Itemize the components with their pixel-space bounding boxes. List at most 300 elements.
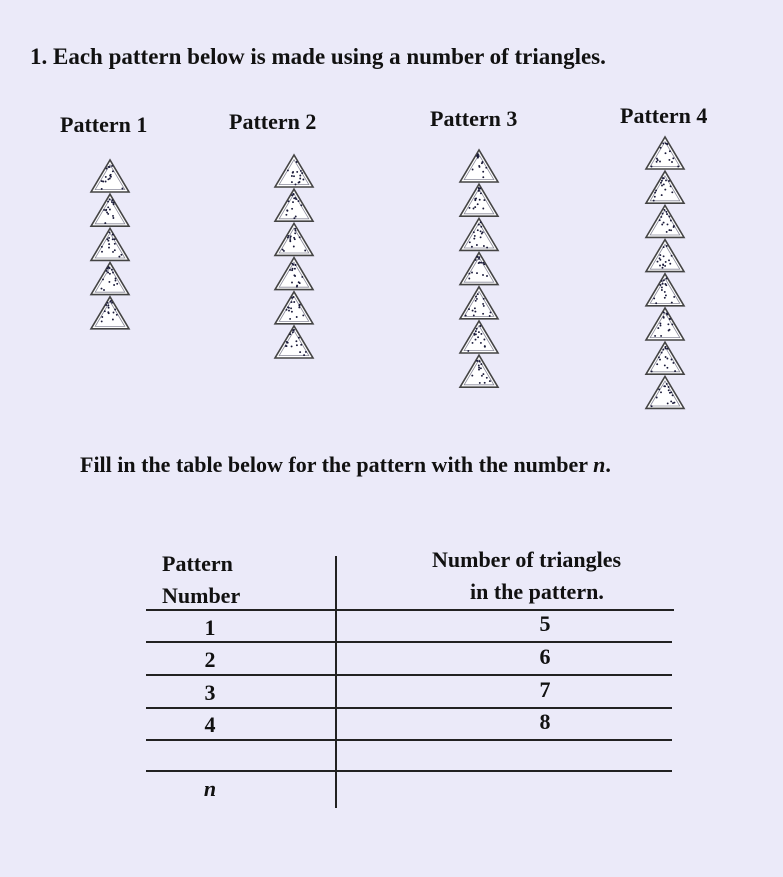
stipple-dot xyxy=(113,312,115,314)
stipple-dot xyxy=(291,208,293,210)
stipple-dot xyxy=(291,311,293,313)
stipple-dot xyxy=(482,171,484,173)
stipple-dot xyxy=(292,329,294,331)
stipple-dot xyxy=(296,286,298,288)
stipple-dot xyxy=(107,311,109,313)
stipple-dot xyxy=(469,241,471,243)
stipple-dot xyxy=(480,367,482,369)
stipple-dot xyxy=(473,208,475,210)
instruction-variable: n xyxy=(593,452,606,477)
stipple-dot xyxy=(476,298,478,300)
stipple-dot xyxy=(109,166,111,168)
stipple-dot xyxy=(108,237,110,239)
stipple-dot xyxy=(673,226,675,228)
pattern-2-label: Pattern 2 xyxy=(229,109,317,134)
stipple-dot xyxy=(299,304,301,306)
stipple-dot xyxy=(669,263,671,265)
stipple-dot xyxy=(302,179,304,181)
stipple-dot xyxy=(467,350,469,352)
stipple-dot xyxy=(664,297,666,299)
stipple-dot xyxy=(472,342,474,344)
stipple-dot xyxy=(103,289,105,291)
stipple-dot xyxy=(479,199,481,201)
stipple-dot xyxy=(670,400,672,402)
stipple-dot xyxy=(104,310,106,312)
stipple-dot xyxy=(302,314,304,316)
table-row-rule xyxy=(146,770,672,772)
stipple-dot xyxy=(292,201,294,203)
stipple-dot xyxy=(483,245,485,247)
stipple-dot xyxy=(655,302,657,304)
stipple-dot xyxy=(299,181,301,183)
stipple-dot xyxy=(482,274,484,276)
stipple-dot xyxy=(665,346,667,348)
stipple-dot xyxy=(301,172,303,174)
stipple-dot xyxy=(292,296,294,298)
stipple-dot xyxy=(661,224,663,226)
stipple-dot xyxy=(479,382,481,384)
stipple-dot xyxy=(480,192,482,194)
stipple-dot xyxy=(664,189,666,191)
stipple-dot xyxy=(115,277,117,279)
stipple-dot xyxy=(473,333,475,335)
stipple-dot xyxy=(665,356,667,358)
stipple-dot xyxy=(111,165,113,167)
pattern-3-label: Pattern 3 xyxy=(430,106,518,131)
stipple-dot xyxy=(477,203,479,205)
stipple-dot xyxy=(654,335,656,337)
stipple-dot xyxy=(300,170,302,172)
stipple-dot xyxy=(668,216,670,218)
stipple-dot xyxy=(671,323,673,325)
stipple-dot xyxy=(109,273,111,275)
pattern-4-stack xyxy=(646,137,684,408)
stipple-dot xyxy=(109,209,111,211)
stipple-dot xyxy=(668,389,670,391)
pattern-3-stack xyxy=(460,150,498,387)
stipple-dot xyxy=(475,259,477,261)
pattern-number-cell: 1 xyxy=(204,615,216,640)
stipple-dot xyxy=(285,214,287,216)
stipple-dot xyxy=(105,209,107,211)
stipple-dot xyxy=(303,354,305,356)
stipple-dot xyxy=(663,279,665,281)
stipple-dot xyxy=(479,188,481,190)
stipple-dot xyxy=(478,165,480,167)
stipple-dot xyxy=(666,314,668,316)
triangle-count-cell: 6 xyxy=(539,644,551,669)
stipple-dot xyxy=(292,331,294,333)
stipple-dot xyxy=(299,282,301,284)
stipple-dot xyxy=(293,217,295,219)
stipple-dot xyxy=(288,310,290,312)
stipple-dot xyxy=(102,278,104,280)
stipple-dot xyxy=(468,308,470,310)
stipple-dot xyxy=(474,307,476,309)
stipple-dot xyxy=(483,305,485,307)
stipple-dot xyxy=(112,251,114,253)
header-pattern-line1: Pattern xyxy=(162,551,233,576)
stipple-dot xyxy=(476,272,478,274)
stipple-dot xyxy=(480,230,482,232)
stipple-dot xyxy=(661,352,663,354)
stipple-dot xyxy=(479,325,481,327)
stipple-dot xyxy=(295,230,297,232)
table-row-rule xyxy=(146,739,672,741)
stipple-dot xyxy=(101,246,103,248)
stipple-dot xyxy=(474,206,476,208)
stipple-dot xyxy=(664,265,666,267)
stipple-dot xyxy=(482,208,484,210)
stipple-dot xyxy=(111,269,113,271)
stipple-dot xyxy=(296,171,298,173)
stipple-dot xyxy=(109,300,111,302)
stipple-dot xyxy=(669,318,671,320)
stipple-dot xyxy=(291,301,293,303)
stipple-dot xyxy=(660,216,662,218)
stipple-dot xyxy=(478,156,480,158)
table-row-rule xyxy=(146,674,672,676)
stipple-dot xyxy=(665,347,667,349)
stipple-dot xyxy=(654,192,656,194)
stipple-dot xyxy=(659,322,661,324)
pattern-variable-cell: n xyxy=(203,776,217,801)
stipple-dot xyxy=(293,274,295,276)
stipple-dot xyxy=(657,327,659,329)
stipple-dot xyxy=(481,375,483,377)
stipple-dot xyxy=(666,213,668,215)
stipple-dot xyxy=(480,333,482,335)
header-triangles-line2: in the pattern. xyxy=(470,579,604,604)
stipple-dot xyxy=(478,224,480,226)
triangle-count-cell: 7 xyxy=(539,677,551,702)
stipple-dot xyxy=(653,200,655,202)
stipple-dot xyxy=(671,255,673,257)
stipple-dot xyxy=(475,296,477,298)
stipple-dot xyxy=(472,169,474,171)
stipple-dot xyxy=(665,179,667,181)
stipple-dot xyxy=(112,272,114,274)
stipple-dot xyxy=(474,311,476,313)
stipple-dot xyxy=(670,229,672,231)
stipple-dot xyxy=(107,272,109,274)
stipple-dot xyxy=(469,207,471,209)
stipple-dot xyxy=(483,263,485,265)
stipple-dot xyxy=(660,325,662,327)
stipple-dot xyxy=(296,344,298,346)
stipple-dot xyxy=(663,316,665,318)
stipple-dot xyxy=(661,180,663,182)
stipple-dot xyxy=(113,203,115,205)
stipple-dot xyxy=(111,302,113,304)
stipple-dot xyxy=(107,305,109,307)
stipple-dot xyxy=(293,301,295,303)
stipple-dot xyxy=(674,370,676,372)
stipple-dot xyxy=(478,331,480,333)
question-body: Each pattern below is made using a number of triangles. xyxy=(53,44,606,69)
stipple-dot xyxy=(291,269,293,271)
stipple-dot xyxy=(294,264,296,266)
stipple-dot xyxy=(671,161,673,163)
stipple-dot xyxy=(105,181,107,183)
stipple-dot xyxy=(661,286,663,288)
stipple-dot xyxy=(301,276,303,278)
stipple-dot xyxy=(286,341,288,343)
stipple-dot xyxy=(296,161,298,163)
stipple-dot xyxy=(662,349,664,351)
stipple-dot xyxy=(670,185,672,187)
stipple-dot xyxy=(108,247,110,249)
stipple-dot xyxy=(660,335,662,337)
stipple-dot xyxy=(480,221,482,223)
stipple-dot xyxy=(472,310,474,312)
stipple-dot xyxy=(479,360,481,362)
stipple-dot xyxy=(669,329,671,331)
stipple-dot xyxy=(108,267,110,269)
stipple-dot xyxy=(113,284,115,286)
stipple-dot xyxy=(483,199,485,201)
stipple-dot xyxy=(673,296,675,298)
stipple-dot xyxy=(295,340,297,342)
stipple-dot xyxy=(107,240,109,242)
stipple-dot xyxy=(473,231,475,233)
stipple-dot xyxy=(110,174,112,176)
stipple-dot xyxy=(665,294,667,296)
stipple-dot xyxy=(105,304,107,306)
stipple-dot xyxy=(478,262,480,264)
stipple-dot xyxy=(668,259,670,261)
stipple-dot xyxy=(113,202,115,204)
stipple-dot xyxy=(651,166,653,168)
stipple-dot xyxy=(465,315,467,317)
stipple-dot xyxy=(658,356,660,358)
stipple-dot xyxy=(664,283,666,285)
stipple-dot xyxy=(666,245,668,247)
stipple-dot xyxy=(473,315,475,317)
stipple-dot xyxy=(287,237,289,239)
stipple-dot xyxy=(291,345,293,347)
table-row-rule xyxy=(146,707,672,709)
stipple-dot xyxy=(107,213,109,215)
stipple-dot xyxy=(292,171,294,173)
stipple-dot xyxy=(656,363,658,365)
stipple-dot xyxy=(298,200,300,202)
stipple-dot xyxy=(473,238,475,240)
stipple-dot xyxy=(295,183,297,185)
stipple-dot xyxy=(665,261,667,263)
stipple-dot xyxy=(489,380,491,382)
stipple-dot xyxy=(101,320,103,322)
stipple-dot xyxy=(654,196,656,198)
stipple-dot xyxy=(486,275,488,277)
stipple-dot xyxy=(662,213,664,215)
stipple-dot xyxy=(478,256,480,258)
stipple-dot xyxy=(101,251,103,253)
stipple-dot xyxy=(289,240,291,242)
stipple-dot xyxy=(662,283,664,285)
stipple-dot xyxy=(484,382,486,384)
pattern-1-label: Pattern 1 xyxy=(60,112,148,137)
stipple-dot xyxy=(285,345,287,347)
stipple-dot xyxy=(109,178,111,180)
stipple-dot xyxy=(294,238,296,240)
stipple-dot xyxy=(489,315,491,317)
stipple-dot xyxy=(656,161,658,163)
stipple-dot xyxy=(294,268,296,270)
stipple-dot xyxy=(476,328,478,330)
stipple-dot xyxy=(291,282,293,284)
stipple-dot xyxy=(475,198,477,200)
stipple-dot xyxy=(112,215,114,217)
stipple-dot xyxy=(474,235,476,237)
stipple-dot xyxy=(660,391,662,393)
stipple-dot xyxy=(677,166,679,168)
stipple-dot xyxy=(468,278,470,280)
table-instruction xyxy=(80,452,611,478)
stipple-dot xyxy=(662,264,664,266)
stipple-dot xyxy=(304,250,306,252)
stipple-dot xyxy=(669,150,671,152)
stipple-dot xyxy=(294,232,296,234)
stipple-dot xyxy=(672,394,674,396)
header-triangles-line1: Number of triangles xyxy=(432,547,622,572)
stipple-dot xyxy=(661,280,663,282)
stipple-dot xyxy=(665,211,667,213)
stipple-dot xyxy=(291,194,293,196)
stipple-dot xyxy=(107,302,109,304)
stipple-dot xyxy=(471,246,473,248)
stipple-dot xyxy=(295,198,297,200)
stipple-dot xyxy=(106,268,108,270)
stipple-dot xyxy=(292,264,294,266)
stipple-dot xyxy=(482,231,484,233)
stipple-dot xyxy=(293,246,295,248)
pattern-1-stack xyxy=(91,160,129,329)
stipple-dot xyxy=(668,386,670,388)
stipple-dot xyxy=(118,256,120,258)
stipple-dot xyxy=(305,351,307,353)
stipple-dot xyxy=(116,314,118,316)
stipple-dot xyxy=(112,238,114,240)
stipple-dot xyxy=(653,297,655,299)
stipple-dot xyxy=(656,397,658,399)
table-header-rule xyxy=(146,609,674,611)
stipple-dot xyxy=(667,402,669,404)
stipple-dot xyxy=(291,181,293,183)
stipple-dot xyxy=(480,236,482,238)
stipple-dot xyxy=(657,261,659,263)
stipple-dot xyxy=(478,369,480,371)
stipple-dot xyxy=(294,228,296,230)
stipple-dot xyxy=(672,157,674,159)
stipple-dot xyxy=(659,254,661,256)
stipple-dot xyxy=(114,238,116,240)
stipple-dot xyxy=(293,193,295,195)
stipple-dot xyxy=(651,405,653,407)
stipple-dot xyxy=(662,267,664,269)
stipple-dot xyxy=(299,351,301,353)
stipple-dot xyxy=(288,200,290,202)
stipple-dot xyxy=(475,330,477,332)
stipple-dot xyxy=(289,269,291,271)
stipple-dot xyxy=(476,360,478,362)
stipple-dot xyxy=(485,167,487,169)
stipple-dot xyxy=(290,235,292,237)
stipple-dot xyxy=(670,391,672,393)
stipple-dot xyxy=(672,362,674,364)
instruction-end: . xyxy=(605,452,611,477)
stipple-dot xyxy=(296,316,298,318)
stipple-dot xyxy=(484,346,486,348)
stipple-dot xyxy=(112,217,114,219)
stipple-dot xyxy=(121,188,123,190)
stipple-dot xyxy=(659,219,661,221)
stipple-dot xyxy=(481,162,483,164)
stipple-dot xyxy=(289,318,291,320)
stipple-dot xyxy=(111,199,113,201)
stipple-dot xyxy=(107,201,109,203)
stipple-dot xyxy=(112,319,114,321)
stipple-dot xyxy=(665,152,667,154)
stipple-dot xyxy=(109,231,111,233)
stipple-dot xyxy=(651,370,653,372)
stipple-dot xyxy=(287,169,289,171)
triangle-count-cell: 5 xyxy=(539,611,551,636)
stipple-dot xyxy=(659,161,661,163)
stipple-dot xyxy=(293,175,295,177)
stipple-dot xyxy=(657,159,659,161)
stipple-dot xyxy=(114,309,116,311)
stipple-dot xyxy=(477,293,479,295)
stipple-dot xyxy=(659,359,661,361)
stipple-dot xyxy=(661,289,663,291)
stipple-dot xyxy=(299,236,301,238)
stipple-dot xyxy=(666,383,668,385)
stipple-dot xyxy=(660,147,662,149)
stipple-dot xyxy=(299,178,301,180)
stipple-dot xyxy=(478,258,480,260)
pattern-2-stack xyxy=(275,155,313,358)
stipple-dot xyxy=(106,270,108,272)
stipple-dot xyxy=(106,168,108,170)
pattern-number-cell: 3 xyxy=(204,680,216,705)
stipple-dot xyxy=(480,226,482,228)
stipple-dot xyxy=(478,365,480,367)
stipple-dot xyxy=(482,303,484,305)
stipple-dot xyxy=(482,176,484,178)
stipple-dot xyxy=(286,309,288,311)
stipple-dot xyxy=(490,311,492,313)
stipple-dot xyxy=(671,302,673,304)
stipple-dot xyxy=(105,176,107,178)
stipple-dot xyxy=(101,188,103,190)
stipple-dot xyxy=(478,190,480,192)
stipple-dot xyxy=(114,243,116,245)
stipple-dot xyxy=(482,313,484,315)
stipple-dot xyxy=(667,348,669,350)
stipple-dot xyxy=(112,170,114,172)
stipple-dot xyxy=(663,255,665,257)
stipple-dot xyxy=(666,367,668,369)
stipple-dot xyxy=(673,402,675,404)
pattern-4-label: Pattern 4 xyxy=(620,103,708,128)
stipple-dot xyxy=(666,278,668,280)
pattern-number-cell: 2 xyxy=(204,647,216,672)
stipple-dot xyxy=(666,143,668,145)
header-pattern-line2: Number xyxy=(162,583,241,608)
stipple-dot xyxy=(102,181,104,183)
stipple-dot xyxy=(668,159,670,161)
